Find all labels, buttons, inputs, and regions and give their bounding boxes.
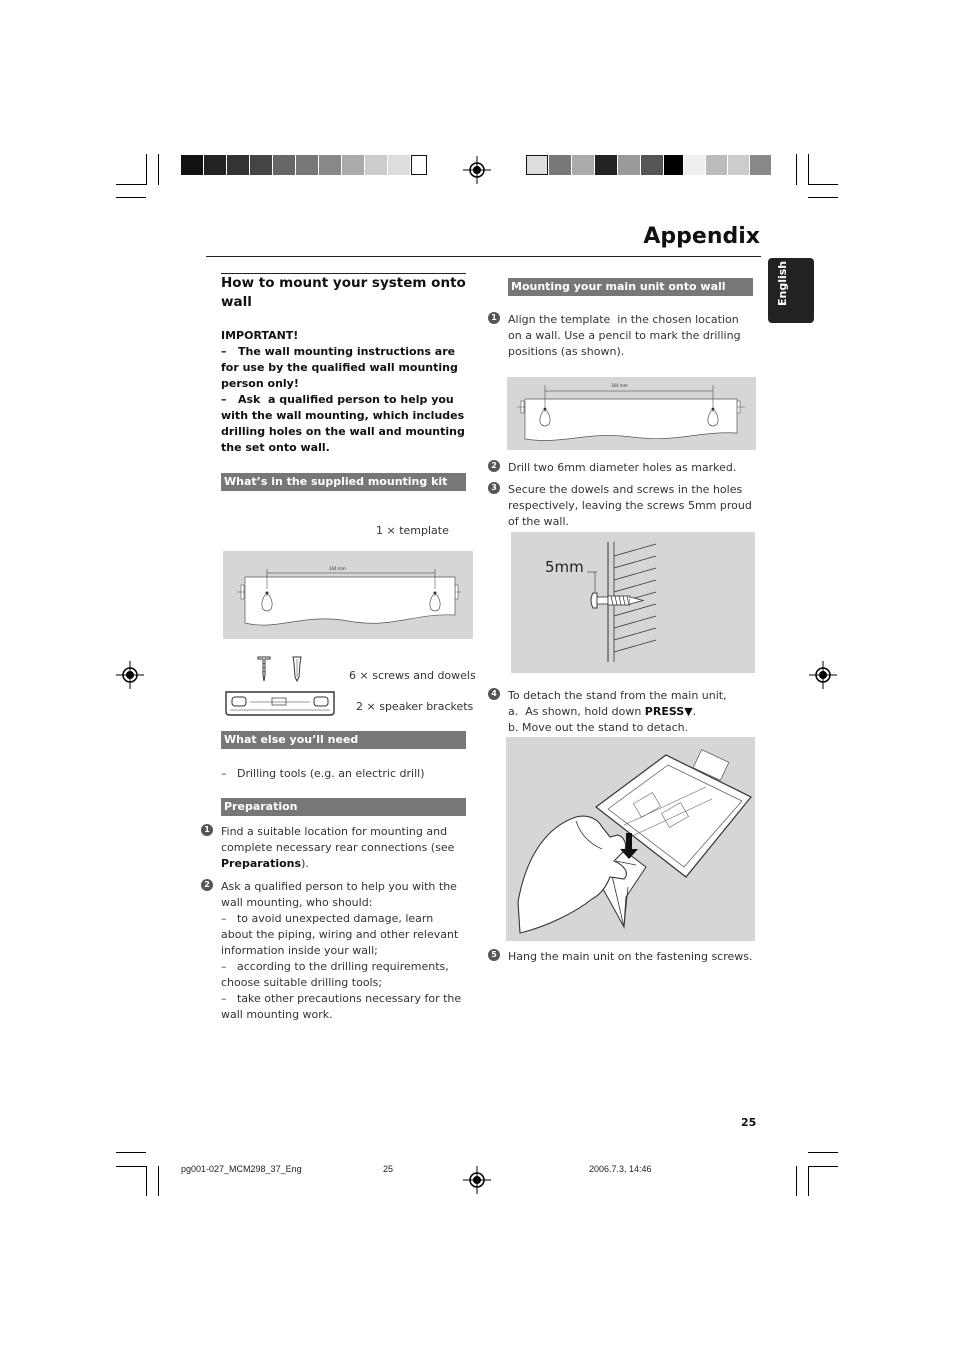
else-item: – Drilling tools (e.g. an electric drill) bbox=[221, 767, 425, 780]
mount-step-5: Hang the main unit on the fastening screws. bbox=[508, 950, 753, 963]
mount-step-2: Drill two 6mm diameter holes as marked. bbox=[508, 461, 737, 474]
registration-mark-icon bbox=[463, 156, 491, 184]
kit-brackets-label: 2 × speaker brackets bbox=[356, 700, 474, 713]
else-section-bar: What else you’ll need bbox=[221, 731, 466, 749]
template-illustration bbox=[223, 551, 473, 639]
mount-step-1: Align the template in the chosen location on a wall. Use a pencil to mark the drilling positions (as shown). bbox=[508, 313, 741, 358]
step-number-icon: 4 bbox=[488, 688, 500, 700]
step-number-icon: 1 bbox=[201, 824, 213, 836]
prep-step-2-line: – to avoid unexpected damage, learn about the piping, wiring and other relevant information inside your wall; bbox=[221, 912, 459, 957]
kit-screws-label: 6 × screws and dowels bbox=[349, 669, 476, 682]
step-number-icon: 5 bbox=[488, 949, 500, 961]
template-wall-illustration bbox=[507, 377, 756, 450]
mount-step-4-a-end: . bbox=[692, 705, 697, 718]
press-button-label: PRESS▼ bbox=[644, 705, 693, 718]
important-line-2: – Ask a qualified person to help you with the wall mounting, which includes drilling holes on the wall and mounting the set onto wall. bbox=[221, 393, 465, 454]
prep-step-2-line: – take other precautions necessary for the wall mounting work. bbox=[221, 992, 462, 1021]
prep-step-2-line: – according to the drilling requirements, choose suitable drilling tools; bbox=[221, 960, 449, 989]
screw-depth-illustration bbox=[511, 532, 755, 673]
prep-step-2 bbox=[221, 879, 468, 1023]
screws-dowels-icon bbox=[255, 655, 305, 683]
mount-step-4 bbox=[508, 688, 753, 736]
mounting-section-bar: Mounting your main unit onto wall bbox=[508, 278, 753, 296]
footer-date: 2006.7.3, 14:46 bbox=[589, 1164, 652, 1174]
prep-step-1-text: Find a suitable location for mounting and complete necessary rear connections (see bbox=[221, 825, 455, 854]
language-tab-label: English bbox=[776, 260, 789, 306]
detach-stand-illustration bbox=[506, 737, 755, 941]
mount-step-4-a bbox=[508, 704, 753, 720]
page-title: Appendix bbox=[643, 224, 760, 249]
prep-step-1-end: ). bbox=[301, 857, 309, 870]
footer-page: 25 bbox=[383, 1164, 394, 1174]
kit-section-bar: What’s in the supplied mounting kit bbox=[221, 473, 466, 491]
prep-step-2-line: Ask a qualified person to help you with the wall mounting, who should: bbox=[221, 880, 457, 909]
mount-step-3: Secure the dowels and screws in the holes respectively, leaving the screws 5mm proud of the wall. bbox=[508, 483, 752, 528]
template-dimension: 164 mm bbox=[329, 566, 346, 571]
prep-section-bar: Preparation bbox=[221, 798, 466, 816]
prep-step-1-bold: Preparations bbox=[221, 857, 302, 870]
language-tab bbox=[768, 258, 814, 323]
template-dimension: 164 mm bbox=[611, 383, 628, 388]
mount-step-4-intro: To detach the stand from the main unit, bbox=[508, 689, 727, 702]
section-heading: How to mount your system onto wall bbox=[221, 275, 466, 310]
mount-step-4-b: b. Move out the stand to detach. bbox=[508, 721, 689, 734]
prep-step-1 bbox=[221, 824, 466, 872]
step-number-icon: 1 bbox=[488, 312, 500, 324]
mount-step-4-a-text: a. As shown, hold down bbox=[508, 705, 645, 718]
step-number-icon: 2 bbox=[488, 460, 500, 472]
registration-mark-icon bbox=[463, 1166, 491, 1194]
speaker-bracket-icon bbox=[224, 690, 336, 718]
registration-mark-icon bbox=[809, 661, 837, 689]
important-line-1: – The wall mounting instructions are for use by the qualified wall mounting person only! bbox=[221, 345, 458, 390]
step-number-icon: 2 bbox=[201, 879, 213, 891]
kit-template-label: 1 × template bbox=[376, 524, 449, 537]
step-number-icon: 3 bbox=[488, 482, 500, 494]
important-label: IMPORTANT! bbox=[221, 329, 299, 342]
page-number: 25 bbox=[741, 1116, 757, 1129]
screw-depth-label: 5mm bbox=[545, 558, 584, 576]
footer-file: pg001-027_MCM298_37_Eng bbox=[181, 1164, 302, 1174]
title-rule bbox=[206, 256, 761, 257]
registration-mark-icon bbox=[116, 661, 144, 689]
